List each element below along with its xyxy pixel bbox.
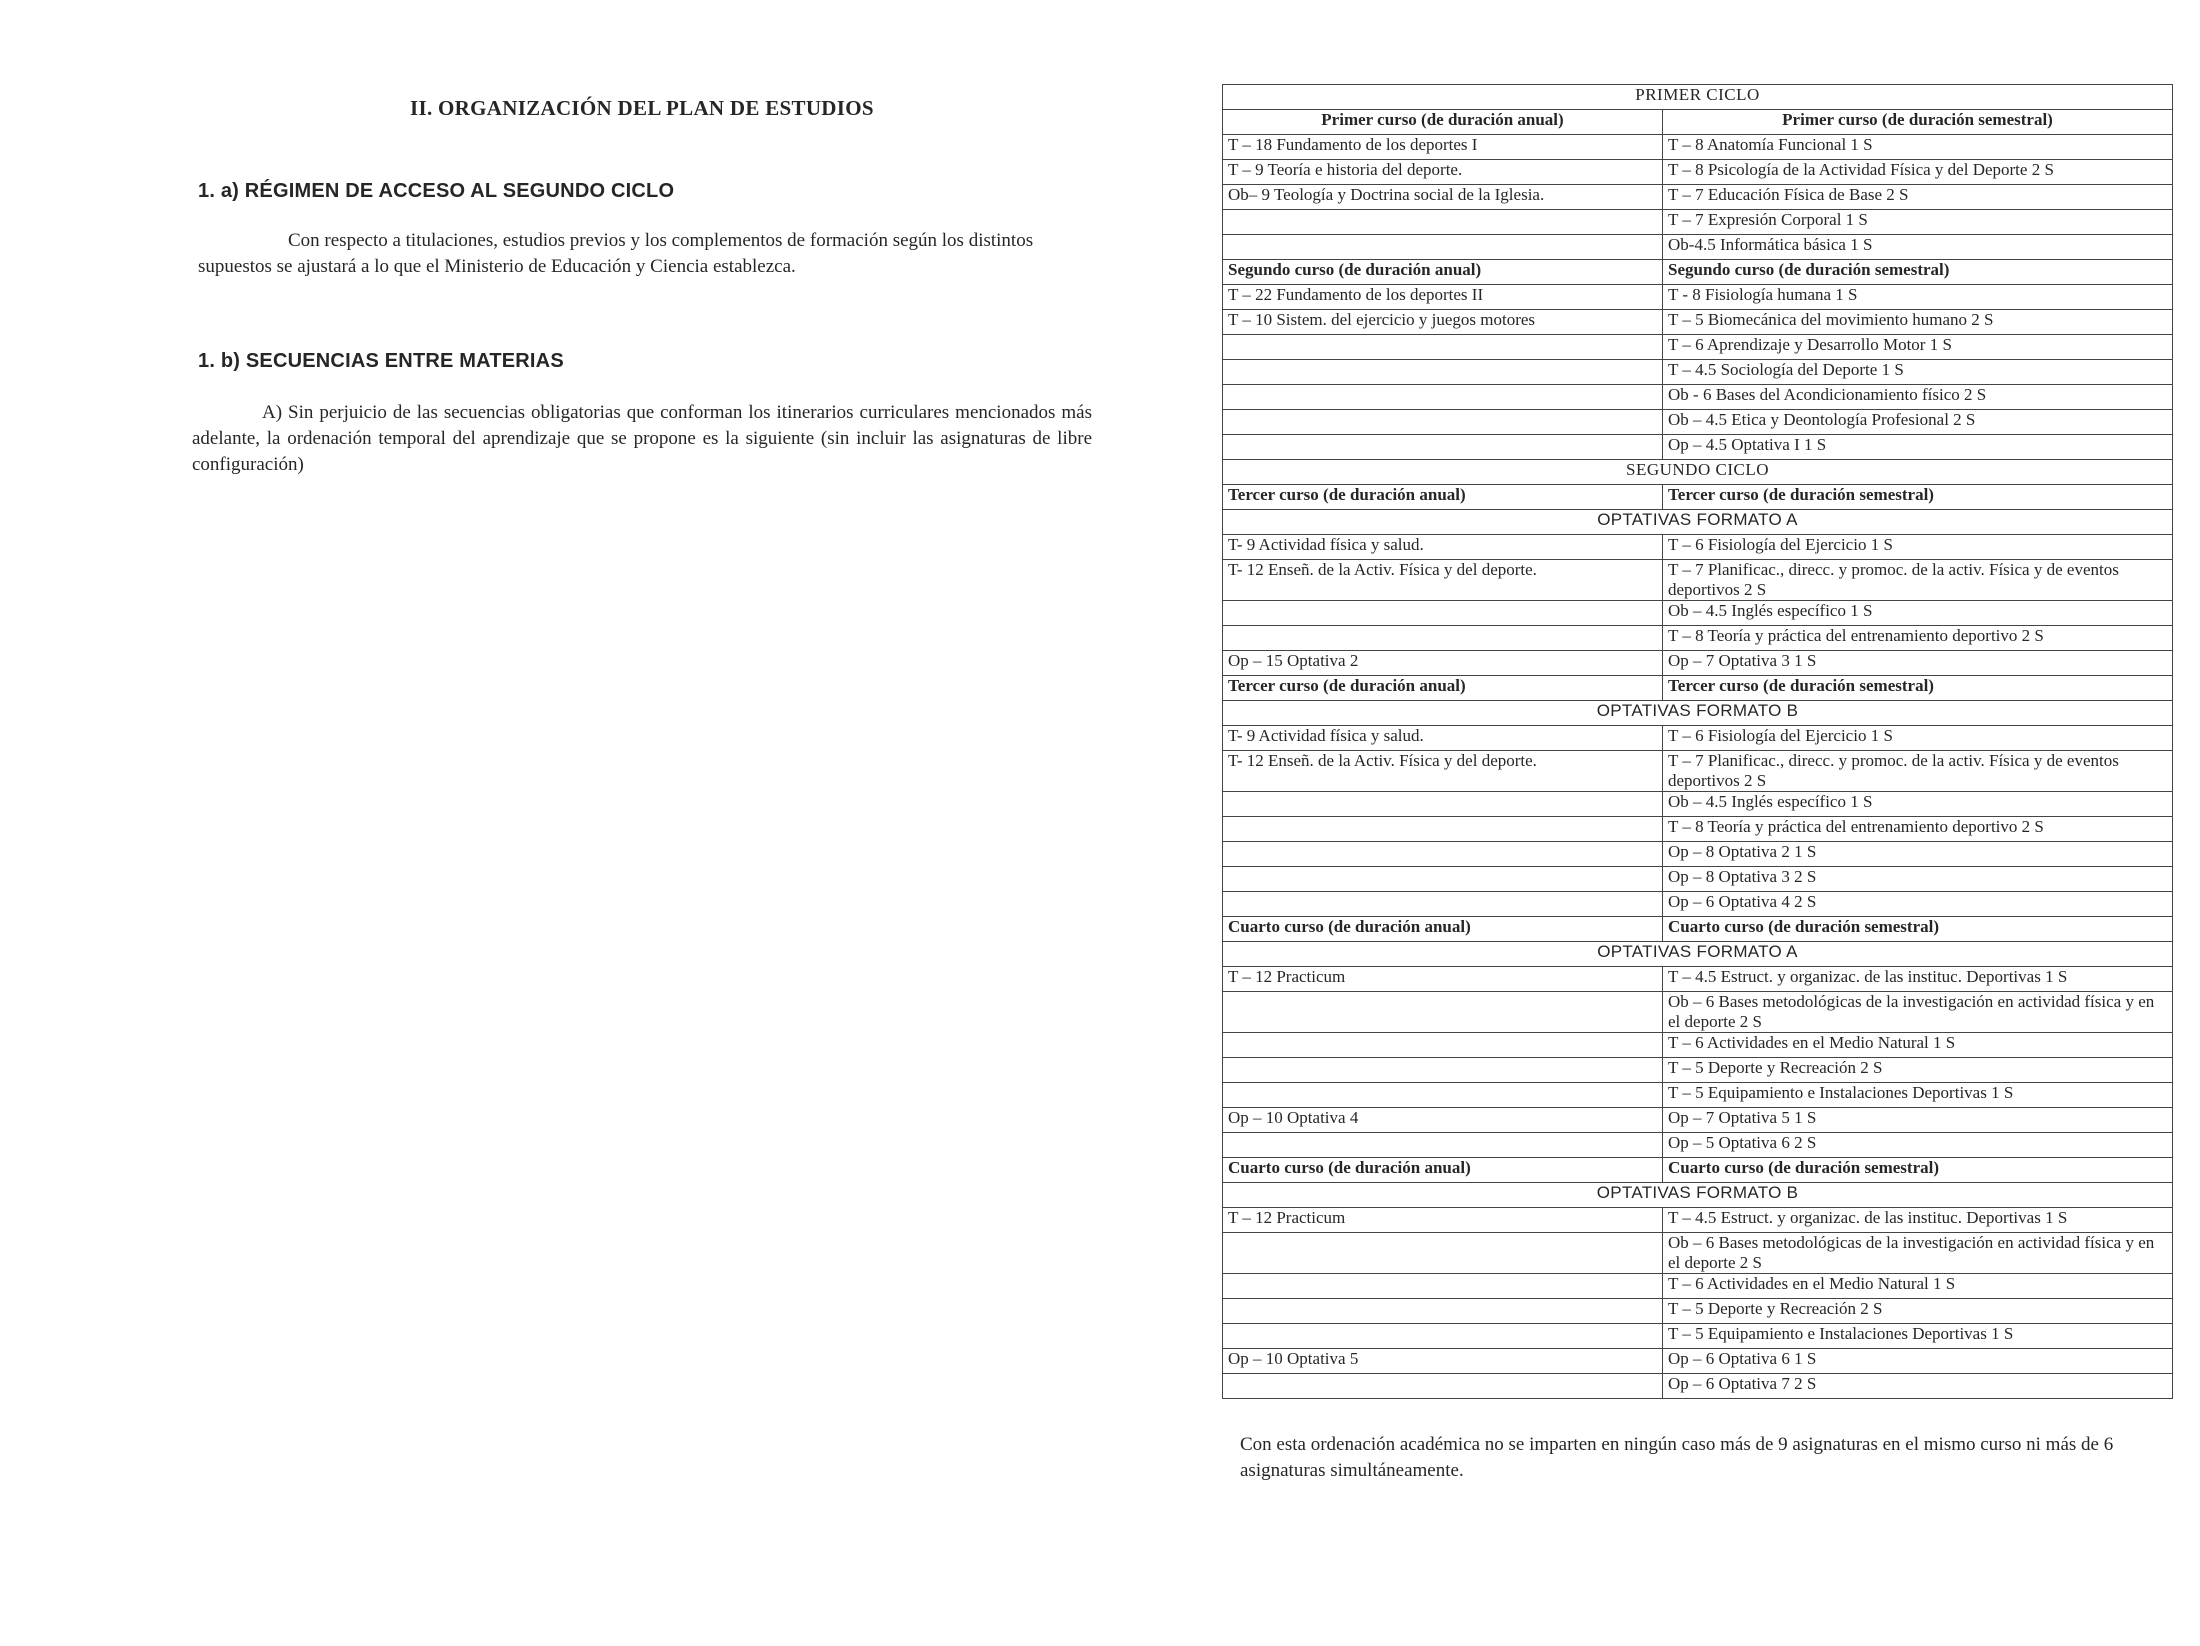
table-row xyxy=(1223,360,2173,385)
t3a-optativas-label: OPTATIVAS FORMATO A xyxy=(1223,510,2173,535)
semester-course-cell: T – 7 Expresión Corporal 1 S xyxy=(1663,210,2173,235)
annual-course-cell xyxy=(1223,1083,1663,1108)
semester-course-cell: T – 5 Deporte y Recreación 2 S xyxy=(1663,1299,2173,1324)
p2-rows xyxy=(1223,285,2173,460)
semester-course-cell: Ob – 6 Bases metodológicas de la investigación en actividad física y en el deporte 2 S xyxy=(1663,992,2173,1033)
annual-course-cell xyxy=(1223,1374,1663,1399)
segundo-ciclo xyxy=(1223,460,2173,535)
annual-course-cell xyxy=(1223,601,1663,626)
c4b-rows xyxy=(1223,1208,2173,1399)
annual-course-cell: T – 10 Sistem. del ejercicio y juegos motores xyxy=(1223,310,1663,335)
table-row xyxy=(1223,1133,2173,1158)
annual-course-cell: T- 12 Enseñ. de la Activ. Física y del deporte. xyxy=(1223,751,1663,792)
semester-course-cell: T – 4.5 Estruct. y organizac. de las instituc. Deportivas 1 S xyxy=(1663,967,2173,992)
semester-course-cell: Ob – 4.5 Inglés específico 1 S xyxy=(1663,792,2173,817)
annual-course-cell xyxy=(1223,410,1663,435)
table-row xyxy=(1223,160,2173,185)
p1-rows xyxy=(1223,135,2173,260)
table-row xyxy=(1223,967,2173,992)
semester-course-cell: Op – 6 Optativa 7 2 S xyxy=(1663,1374,2173,1399)
annual-course-cell: T – 12 Practicum xyxy=(1223,1208,1663,1233)
table-row xyxy=(1223,817,2173,842)
table-row xyxy=(1223,385,2173,410)
annual-course-cell xyxy=(1223,210,1663,235)
table-row xyxy=(1223,1108,2173,1133)
semester-course-cell: Op – 4.5 Optativa I 1 S xyxy=(1663,435,2173,460)
p1-anual-header: Primer curso (de duración anual) xyxy=(1223,110,1663,135)
c4b-optativas-label: OPTATIVAS FORMATO B xyxy=(1223,1183,2173,1208)
annual-course-cell xyxy=(1223,235,1663,260)
table-row xyxy=(1223,1208,2173,1233)
annual-course-cell xyxy=(1223,1033,1663,1058)
semester-course-cell: T – 8 Teoría y práctica del entrenamiento deportivo 2 S xyxy=(1663,626,2173,651)
table-row xyxy=(1223,410,2173,435)
semester-course-cell: T – 4.5 Sociología del Deporte 1 S xyxy=(1663,360,2173,385)
semester-course-cell: T – 6 Actividades en el Medio Natural 1 S xyxy=(1663,1274,2173,1299)
semester-course-cell: Ob-4.5 Informática básica 1 S xyxy=(1663,235,2173,260)
semester-course-cell: Op – 8 Optativa 3 2 S xyxy=(1663,867,2173,892)
table-row xyxy=(1223,1299,2173,1324)
table-row xyxy=(1223,310,2173,335)
table-row xyxy=(1223,535,2173,560)
annual-course-cell: T – 22 Fundamento de los deportes II xyxy=(1223,285,1663,310)
semester-course-cell: Op – 7 Optativa 5 1 S xyxy=(1663,1108,2173,1133)
c4b-anual-header: Cuarto curso (de duración anual) xyxy=(1223,1158,1663,1183)
table-row xyxy=(1223,792,2173,817)
annual-course-cell: T – 12 Practicum xyxy=(1223,967,1663,992)
semester-course-cell: T – 5 Equipamiento e Instalaciones Deportivas 1 S xyxy=(1663,1324,2173,1349)
table-row xyxy=(1223,992,2173,1033)
annual-course-cell xyxy=(1223,360,1663,385)
table-row xyxy=(1223,1033,2173,1058)
annual-course-cell: Op – 10 Optativa 4 xyxy=(1223,1108,1663,1133)
table-row xyxy=(1223,560,2173,601)
table-row xyxy=(1223,135,2173,160)
semester-course-cell: T – 6 Actividades en el Medio Natural 1 S xyxy=(1663,1033,2173,1058)
semester-course-cell: T – 5 Biomecánica del movimiento humano 2 S xyxy=(1663,310,2173,335)
annual-course-cell: Ob– 9 Teología y Doctrina social de la Iglesia. xyxy=(1223,185,1663,210)
annual-course-cell xyxy=(1223,1299,1663,1324)
annual-course-cell: T – 9 Teoría e historia del deporte. xyxy=(1223,160,1663,185)
table-row xyxy=(1223,651,2173,676)
annual-course-cell xyxy=(1223,626,1663,651)
annual-course-cell: Op – 15 Optativa 2 xyxy=(1223,651,1663,676)
c4b-semestral-header: Cuarto curso (de duración semestral) xyxy=(1663,1158,2173,1183)
t3a-rows xyxy=(1223,535,2173,676)
table-row xyxy=(1223,842,2173,867)
table-row xyxy=(1223,1374,2173,1399)
curriculum-table xyxy=(1222,84,2173,1399)
table-row xyxy=(1223,1083,2173,1108)
annual-course-cell: T- 12 Enseñ. de la Activ. Física y del deporte. xyxy=(1223,560,1663,601)
semester-course-cell: Op – 6 Optativa 4 2 S xyxy=(1663,892,2173,917)
p1-semestral-header: Primer curso (de duración semestral) xyxy=(1663,110,2173,135)
primer-ciclo xyxy=(1223,85,2173,135)
t3a-semestral-header: Tercer curso (de duración semestral) xyxy=(1663,485,2173,510)
annual-course-cell xyxy=(1223,842,1663,867)
footnote: Con esta ordenación académica no se imparten en ningún caso más de 9 asignaturas en el mismo curso ni más de 6 asignaturas simultáneamente. xyxy=(1240,1434,2114,1481)
semester-course-cell: Ob – 4.5 Inglés específico 1 S xyxy=(1663,601,2173,626)
primer-ciclo-title: PRIMER CICLO xyxy=(1223,85,2173,110)
table-row xyxy=(1223,1274,2173,1299)
t3b-anual-header: Tercer curso (de duración anual) xyxy=(1223,676,1663,701)
c4a-anual-header: Cuarto curso (de duración anual) xyxy=(1223,917,1663,942)
table-row xyxy=(1223,867,2173,892)
table-row xyxy=(1223,185,2173,210)
table-row xyxy=(1223,751,2173,792)
t3b-rows xyxy=(1223,726,2173,917)
semester-course-cell: T – 8 Anatomía Funcional 1 S xyxy=(1663,135,2173,160)
annual-course-cell: T – 18 Fundamento de los deportes I xyxy=(1223,135,1663,160)
c4a-optativas-label: OPTATIVAS FORMATO A xyxy=(1223,942,2173,967)
table-row xyxy=(1223,285,2173,310)
annual-course-cell xyxy=(1223,867,1663,892)
semester-course-cell: T – 8 Teoría y práctica del entrenamiento deportivo 2 S xyxy=(1663,817,2173,842)
annual-course-cell xyxy=(1223,892,1663,917)
annual-course-cell xyxy=(1223,435,1663,460)
section-b-text: A) Sin perjuicio de las secuencias obligatorias que conforman los itinerarios curriculares mencionados más adelante, la ordenación temporal del aprendizaje que se propone es la siguiente (sin incluir las asignaturas de libre configuración) xyxy=(192,402,1092,475)
table-row xyxy=(1223,1058,2173,1083)
t3b-optativas-label: OPTATIVAS FORMATO B xyxy=(1223,701,2173,726)
section-a-text: Con respecto a titulaciones, estudios previos y los complementos de formación según los distintos supuestos se ajustará a lo que el Ministerio de Educación y Ciencia establezca. xyxy=(198,230,1034,277)
annual-course-cell xyxy=(1223,792,1663,817)
semester-course-cell: T – 5 Deporte y Recreación 2 S xyxy=(1663,1058,2173,1083)
semester-course-cell: Ob - 6 Bases del Acondicionamiento físico 2 S xyxy=(1663,385,2173,410)
p2-semestral-header: Segundo curso (de duración semestral) xyxy=(1663,260,2173,285)
table-row xyxy=(1223,1233,2173,1274)
semester-course-cell: T – 8 Psicología de la Actividad Física y del Deporte 2 S xyxy=(1663,160,2173,185)
segundo-ciclo-title: SEGUNDO CICLO xyxy=(1223,460,2173,485)
table-row xyxy=(1223,335,2173,360)
annual-course-cell xyxy=(1223,1274,1663,1299)
t3a-anual-header: Tercer curso (de duración anual) xyxy=(1223,485,1663,510)
table-row xyxy=(1223,726,2173,751)
c4a-rows xyxy=(1223,967,2173,1158)
table-row xyxy=(1223,626,2173,651)
semester-course-cell: T – 6 Fisiología del Ejercicio 1 S xyxy=(1663,535,2173,560)
semester-course-cell: T – 7 Planificac., direcc. y promoc. de la activ. Física y de eventos deportivos 2 S xyxy=(1663,560,2173,601)
table-row xyxy=(1223,435,2173,460)
annual-course-cell xyxy=(1223,1058,1663,1083)
t3b-semestral-header: Tercer curso (de duración semestral) xyxy=(1663,676,2173,701)
p2-anual-header: Segundo curso (de duración anual) xyxy=(1223,260,1663,285)
semester-course-cell: T – 6 Aprendizaje y Desarrollo Motor 1 S xyxy=(1663,335,2173,360)
table-row xyxy=(1223,1324,2173,1349)
semester-course-cell: T – 5 Equipamiento e Instalaciones Deportivas 1 S xyxy=(1663,1083,2173,1108)
annual-course-cell xyxy=(1223,1133,1663,1158)
annual-course-cell: T- 9 Actividad física y salud. xyxy=(1223,535,1663,560)
section-a-heading: 1. a) RÉGIMEN DE ACCESO AL SEGUNDO CICLO xyxy=(198,180,675,202)
annual-course-cell xyxy=(1223,817,1663,842)
semester-course-cell: Ob – 4.5 Etica y Deontología Profesional 2 S xyxy=(1663,410,2173,435)
table-row xyxy=(1223,892,2173,917)
semester-course-cell: T – 6 Fisiología del Ejercicio 1 S xyxy=(1663,726,2173,751)
curriculum-table-container xyxy=(1222,84,2172,1399)
semester-course-cell: T – 7 Educación Física de Base 2 S xyxy=(1663,185,2173,210)
semester-course-cell: Ob – 6 Bases metodológicas de la investigación en actividad física y en el deporte 2 S xyxy=(1663,1233,2173,1274)
table-row xyxy=(1223,235,2173,260)
semester-course-cell: T – 7 Planificac., direcc. y promoc. de la activ. Física y de eventos deportivos 2 S xyxy=(1663,751,2173,792)
document-title: II. ORGANIZACIÓN DEL PLAN DE ESTUDIOS xyxy=(410,96,874,120)
annual-course-cell xyxy=(1223,992,1663,1033)
annual-course-cell xyxy=(1223,1233,1663,1274)
annual-course-cell: Op – 10 Optativa 5 xyxy=(1223,1349,1663,1374)
semester-course-cell: T – 4.5 Estruct. y organizac. de las instituc. Deportivas 1 S xyxy=(1663,1208,2173,1233)
semester-course-cell: Op – 8 Optativa 2 1 S xyxy=(1663,842,2173,867)
semester-course-cell: T - 8 Fisiología humana 1 S xyxy=(1663,285,2173,310)
c4a-semestral-header: Cuarto curso (de duración semestral) xyxy=(1663,917,2173,942)
semester-course-cell: Op – 7 Optativa 3 1 S xyxy=(1663,651,2173,676)
annual-course-cell xyxy=(1223,335,1663,360)
table-row xyxy=(1223,210,2173,235)
section-b-heading: 1. b) SECUENCIAS ENTRE MATERIAS xyxy=(198,350,564,372)
semester-course-cell: Op – 5 Optativa 6 2 S xyxy=(1663,1133,2173,1158)
annual-course-cell xyxy=(1223,385,1663,410)
table-row xyxy=(1223,601,2173,626)
annual-course-cell xyxy=(1223,1324,1663,1349)
table-row xyxy=(1223,1349,2173,1374)
semester-course-cell: Op – 6 Optativa 6 1 S xyxy=(1663,1349,2173,1374)
annual-course-cell: T- 9 Actividad física y salud. xyxy=(1223,726,1663,751)
